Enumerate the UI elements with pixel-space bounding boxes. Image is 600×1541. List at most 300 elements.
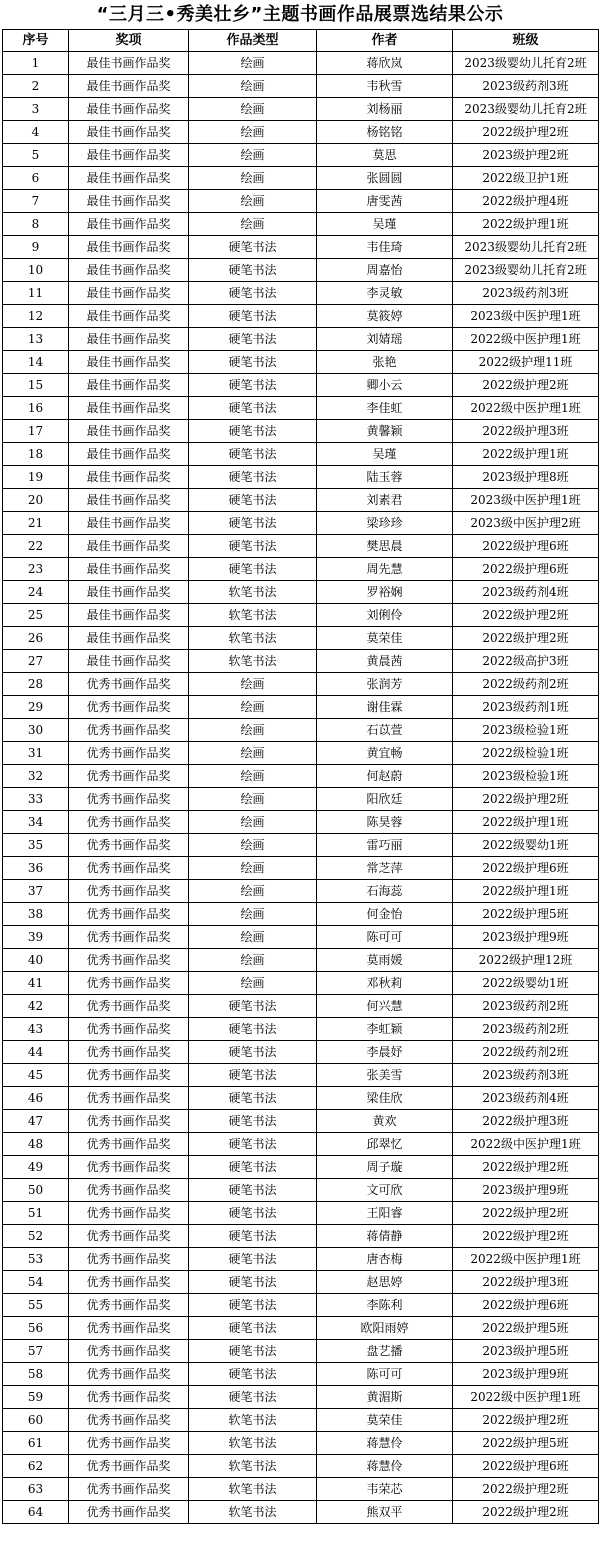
cell-award: 最佳书画作品奖 <box>69 305 189 328</box>
table-row <box>3 144 599 167</box>
cell-author: 石苡萱 <box>317 719 453 742</box>
table-row <box>3 213 599 236</box>
cell-author: 张美雪 <box>317 1064 453 1087</box>
table-row <box>3 1271 599 1294</box>
table-row <box>3 1478 599 1501</box>
cell-index: 37 <box>3 880 69 903</box>
cell-index: 40 <box>3 949 69 972</box>
cell-author: 文可欣 <box>317 1179 453 1202</box>
cell-author: 韦荣芯 <box>317 1478 453 1501</box>
cell-class: 2022级护理6班 <box>453 535 599 558</box>
cell-class: 2022级护理4班 <box>453 190 599 213</box>
cell-author: 何兴慧 <box>317 995 453 1018</box>
table-row <box>3 1340 599 1363</box>
cell-author: 黄湄斯 <box>317 1386 453 1409</box>
cell-award: 最佳书画作品奖 <box>69 351 189 374</box>
cell-author: 杨铭铭 <box>317 121 453 144</box>
cell-author: 刘杨丽 <box>317 98 453 121</box>
cell-award: 最佳书画作品奖 <box>69 558 189 581</box>
cell-index: 63 <box>3 1478 69 1501</box>
cell-class: 2022级护理1班 <box>453 443 599 466</box>
cell-work-type: 硬笔书法 <box>189 420 317 443</box>
cell-award: 优秀书画作品奖 <box>69 719 189 742</box>
cell-class: 2022级中医护理1班 <box>453 397 599 420</box>
cell-award: 最佳书画作品奖 <box>69 420 189 443</box>
cell-index: 18 <box>3 443 69 466</box>
cell-author: 莫思 <box>317 144 453 167</box>
cell-work-type: 硬笔书法 <box>189 535 317 558</box>
table-row <box>3 604 599 627</box>
table-row <box>3 535 599 558</box>
cell-index: 29 <box>3 696 69 719</box>
cell-class: 2022级护理1班 <box>453 880 599 903</box>
table-row <box>3 397 599 420</box>
cell-author: 李灵敏 <box>317 282 453 305</box>
cell-author: 卿小云 <box>317 374 453 397</box>
cell-work-type: 绘画 <box>189 880 317 903</box>
cell-author: 刘婧瑶 <box>317 328 453 351</box>
cell-index: 54 <box>3 1271 69 1294</box>
cell-author: 莫筱婷 <box>317 305 453 328</box>
table-row <box>3 305 599 328</box>
cell-class: 2022级护理6班 <box>453 1294 599 1317</box>
cell-work-type: 硬笔书法 <box>189 236 317 259</box>
cell-author: 刘素君 <box>317 489 453 512</box>
cell-index: 48 <box>3 1133 69 1156</box>
cell-author: 邱翠忆 <box>317 1133 453 1156</box>
cell-award: 优秀书画作品奖 <box>69 1179 189 1202</box>
cell-author: 李虹颖 <box>317 1018 453 1041</box>
cell-index: 8 <box>3 213 69 236</box>
cell-award: 优秀书画作品奖 <box>69 1271 189 1294</box>
cell-award: 最佳书画作品奖 <box>69 282 189 305</box>
cell-class: 2022级药剂2班 <box>453 1041 599 1064</box>
cell-award: 优秀书画作品奖 <box>69 834 189 857</box>
cell-index: 59 <box>3 1386 69 1409</box>
cell-work-type: 绘画 <box>189 765 317 788</box>
cell-work-type: 绘画 <box>189 673 317 696</box>
cell-author: 陈昊蓉 <box>317 811 453 834</box>
header-author: 作者 <box>317 30 453 52</box>
cell-author: 雷巧丽 <box>317 834 453 857</box>
table-row <box>3 719 599 742</box>
cell-author: 莫雨媛 <box>317 949 453 972</box>
table-row <box>3 1064 599 1087</box>
cell-class: 2023级婴幼儿托育2班 <box>453 259 599 282</box>
cell-author: 何赵蔚 <box>317 765 453 788</box>
cell-author: 张艳 <box>317 351 453 374</box>
cell-author: 梁珍珍 <box>317 512 453 535</box>
cell-work-type: 软笔书法 <box>189 581 317 604</box>
table-row <box>3 673 599 696</box>
cell-index: 4 <box>3 121 69 144</box>
cell-author: 张润芳 <box>317 673 453 696</box>
cell-work-type: 软笔书法 <box>189 627 317 650</box>
cell-author: 韦秋雪 <box>317 75 453 98</box>
cell-award: 优秀书画作品奖 <box>69 765 189 788</box>
table-row <box>3 75 599 98</box>
table-row <box>3 1386 599 1409</box>
table-row <box>3 972 599 995</box>
cell-class: 2022级护理3班 <box>453 1110 599 1133</box>
cell-award: 优秀书画作品奖 <box>69 926 189 949</box>
cell-author: 蒋欣岚 <box>317 52 453 75</box>
cell-class: 2022级护理12班 <box>453 949 599 972</box>
cell-author: 李陈利 <box>317 1294 453 1317</box>
cell-class: 2023级护理8班 <box>453 466 599 489</box>
cell-author: 梁佳欣 <box>317 1087 453 1110</box>
cell-award: 优秀书画作品奖 <box>69 673 189 696</box>
header-class: 班级 <box>453 30 599 52</box>
cell-award: 最佳书画作品奖 <box>69 52 189 75</box>
table-row <box>3 627 599 650</box>
cell-award: 优秀书画作品奖 <box>69 1110 189 1133</box>
cell-class: 2022级中医护理1班 <box>453 1133 599 1156</box>
cell-class: 2023级婴幼儿托育2班 <box>453 52 599 75</box>
cell-class: 2023级护理9班 <box>453 926 599 949</box>
cell-award: 最佳书画作品奖 <box>69 443 189 466</box>
cell-work-type: 硬笔书法 <box>189 305 317 328</box>
table-row <box>3 1317 599 1340</box>
cell-award: 优秀书画作品奖 <box>69 811 189 834</box>
cell-work-type: 绘画 <box>189 926 317 949</box>
cell-award: 优秀书画作品奖 <box>69 1202 189 1225</box>
cell-work-type: 绘画 <box>189 903 317 926</box>
cell-class: 2023级婴幼儿托育2班 <box>453 98 599 121</box>
cell-work-type: 硬笔书法 <box>189 1064 317 1087</box>
cell-work-type: 绘画 <box>189 788 317 811</box>
table-row <box>3 903 599 926</box>
cell-index: 31 <box>3 742 69 765</box>
cell-award: 优秀书画作品奖 <box>69 1363 189 1386</box>
table-row <box>3 420 599 443</box>
cell-work-type: 硬笔书法 <box>189 1271 317 1294</box>
cell-award: 最佳书画作品奖 <box>69 466 189 489</box>
cell-work-type: 硬笔书法 <box>189 1018 317 1041</box>
cell-author: 张圆圆 <box>317 167 453 190</box>
cell-award: 优秀书画作品奖 <box>69 1409 189 1432</box>
cell-work-type: 绘画 <box>189 811 317 834</box>
cell-award: 最佳书画作品奖 <box>69 144 189 167</box>
table-row <box>3 121 599 144</box>
table-row <box>3 788 599 811</box>
cell-index: 23 <box>3 558 69 581</box>
cell-class: 2022级护理2班 <box>453 604 599 627</box>
cell-index: 7 <box>3 190 69 213</box>
cell-work-type: 绘画 <box>189 98 317 121</box>
cell-author: 阳欣廷 <box>317 788 453 811</box>
cell-award: 最佳书画作品奖 <box>69 98 189 121</box>
cell-award: 最佳书画作品奖 <box>69 259 189 282</box>
cell-author: 李晨妤 <box>317 1041 453 1064</box>
cell-class: 2022级中医护理1班 <box>453 328 599 351</box>
cell-award: 优秀书画作品奖 <box>69 1455 189 1478</box>
cell-award: 优秀书画作品奖 <box>69 742 189 765</box>
cell-class: 2022级护理2班 <box>453 1156 599 1179</box>
cell-author: 莫荣佳 <box>317 1409 453 1432</box>
cell-award: 最佳书画作品奖 <box>69 581 189 604</box>
cell-index: 61 <box>3 1432 69 1455</box>
cell-class: 2022级中医护理1班 <box>453 1386 599 1409</box>
table-row <box>3 1455 599 1478</box>
table-row <box>3 98 599 121</box>
cell-author: 谢佳霖 <box>317 696 453 719</box>
cell-index: 22 <box>3 535 69 558</box>
table-row <box>3 52 599 75</box>
cell-award: 优秀书画作品奖 <box>69 1087 189 1110</box>
table-row <box>3 1133 599 1156</box>
cell-class: 2022级护理5班 <box>453 1432 599 1455</box>
cell-award: 优秀书画作品奖 <box>69 880 189 903</box>
cell-award: 优秀书画作品奖 <box>69 857 189 880</box>
cell-work-type: 硬笔书法 <box>189 489 317 512</box>
cell-index: 27 <box>3 650 69 673</box>
cell-award: 最佳书画作品奖 <box>69 512 189 535</box>
cell-index: 25 <box>3 604 69 627</box>
cell-index: 19 <box>3 466 69 489</box>
table-row <box>3 834 599 857</box>
cell-author: 罗裕娴 <box>317 581 453 604</box>
cell-index: 50 <box>3 1179 69 1202</box>
cell-work-type: 硬笔书法 <box>189 1225 317 1248</box>
table-row <box>3 1202 599 1225</box>
cell-index: 33 <box>3 788 69 811</box>
cell-award: 最佳书画作品奖 <box>69 535 189 558</box>
cell-class: 2022级护理2班 <box>453 1409 599 1432</box>
cell-class: 2023级护理2班 <box>453 144 599 167</box>
cell-award: 优秀书画作品奖 <box>69 1432 189 1455</box>
cell-award: 最佳书画作品奖 <box>69 397 189 420</box>
table-row <box>3 1018 599 1041</box>
table-row <box>3 1225 599 1248</box>
cell-award: 优秀书画作品奖 <box>69 1133 189 1156</box>
cell-author: 黄宜畅 <box>317 742 453 765</box>
cell-work-type: 绘画 <box>189 742 317 765</box>
cell-work-type: 绘画 <box>189 52 317 75</box>
cell-award: 优秀书画作品奖 <box>69 972 189 995</box>
table-row <box>3 351 599 374</box>
table-row <box>3 650 599 673</box>
cell-class: 2022级护理2班 <box>453 374 599 397</box>
cell-index: 2 <box>3 75 69 98</box>
cell-index: 16 <box>3 397 69 420</box>
cell-class: 2022级检验1班 <box>453 742 599 765</box>
page-title: “三月三•秀美壮乡”主题书画作品展票选结果公示 <box>96 4 504 25</box>
cell-index: 51 <box>3 1202 69 1225</box>
table-row <box>3 581 599 604</box>
cell-class: 2022级护理3班 <box>453 420 599 443</box>
cell-class: 2022级婴幼1班 <box>453 972 599 995</box>
cell-class: 2022级护理11班 <box>453 351 599 374</box>
cell-work-type: 绘画 <box>189 190 317 213</box>
cell-index: 17 <box>3 420 69 443</box>
cell-class: 2022级护理2班 <box>453 1478 599 1501</box>
cell-work-type: 硬笔书法 <box>189 1133 317 1156</box>
cell-class: 2022级护理5班 <box>453 1317 599 1340</box>
table-row <box>3 995 599 1018</box>
cell-work-type: 绘画 <box>189 213 317 236</box>
cell-index: 9 <box>3 236 69 259</box>
cell-index: 45 <box>3 1064 69 1087</box>
cell-work-type: 绘画 <box>189 949 317 972</box>
cell-work-type: 硬笔书法 <box>189 259 317 282</box>
cell-index: 60 <box>3 1409 69 1432</box>
cell-class: 2022级护理6班 <box>453 558 599 581</box>
table-row <box>3 328 599 351</box>
cell-award: 优秀书画作品奖 <box>69 903 189 926</box>
cell-index: 1 <box>3 52 69 75</box>
cell-work-type: 硬笔书法 <box>189 1202 317 1225</box>
cell-author: 唐雯茜 <box>317 190 453 213</box>
cell-class: 2023级婴幼儿托育2班 <box>453 236 599 259</box>
cell-class: 2023级药剂1班 <box>453 696 599 719</box>
cell-class: 2022级婴幼1班 <box>453 834 599 857</box>
cell-index: 10 <box>3 259 69 282</box>
cell-author: 王阳睿 <box>317 1202 453 1225</box>
cell-class: 2023级药剂3班 <box>453 282 599 305</box>
cell-award: 最佳书画作品奖 <box>69 627 189 650</box>
cell-index: 3 <box>3 98 69 121</box>
cell-work-type: 硬笔书法 <box>189 1294 317 1317</box>
cell-author: 邓秋莉 <box>317 972 453 995</box>
cell-work-type: 硬笔书法 <box>189 1340 317 1363</box>
cell-index: 49 <box>3 1156 69 1179</box>
cell-class: 2022级护理2班 <box>453 121 599 144</box>
cell-index: 55 <box>3 1294 69 1317</box>
cell-award: 优秀书画作品奖 <box>69 1156 189 1179</box>
cell-author: 吴瑾 <box>317 213 453 236</box>
table-row <box>3 558 599 581</box>
cell-work-type: 硬笔书法 <box>189 1363 317 1386</box>
table-row <box>3 466 599 489</box>
cell-index: 34 <box>3 811 69 834</box>
table-row <box>3 190 599 213</box>
cell-work-type: 硬笔书法 <box>189 282 317 305</box>
cell-author: 周先慧 <box>317 558 453 581</box>
cell-class: 2023级中医护理1班 <box>453 489 599 512</box>
header-index: 序号 <box>3 30 69 52</box>
cell-award: 最佳书画作品奖 <box>69 236 189 259</box>
cell-award: 优秀书画作品奖 <box>69 788 189 811</box>
cell-class: 2023级药剂4班 <box>453 581 599 604</box>
table-row <box>3 880 599 903</box>
cell-class: 2022级护理5班 <box>453 903 599 926</box>
cell-class: 2022级护理6班 <box>453 857 599 880</box>
cell-award: 最佳书画作品奖 <box>69 374 189 397</box>
cell-index: 39 <box>3 926 69 949</box>
header-award: 奖项 <box>69 30 189 52</box>
table-row <box>3 857 599 880</box>
cell-class: 2022级护理2班 <box>453 1202 599 1225</box>
cell-class: 2022级护理2班 <box>453 1225 599 1248</box>
cell-index: 62 <box>3 1455 69 1478</box>
cell-index: 57 <box>3 1340 69 1363</box>
cell-author: 何金怡 <box>317 903 453 926</box>
table-row <box>3 1432 599 1455</box>
cell-index: 43 <box>3 1018 69 1041</box>
table-row <box>3 1087 599 1110</box>
cell-award: 优秀书画作品奖 <box>69 1018 189 1041</box>
cell-index: 44 <box>3 1041 69 1064</box>
cell-class: 2022级卫护1班 <box>453 167 599 190</box>
cell-class: 2022级高护3班 <box>453 650 599 673</box>
cell-author: 常芝萍 <box>317 857 453 880</box>
cell-award: 优秀书画作品奖 <box>69 1386 189 1409</box>
cell-award: 最佳书画作品奖 <box>69 75 189 98</box>
cell-work-type: 软笔书法 <box>189 1409 317 1432</box>
cell-work-type: 硬笔书法 <box>189 1179 317 1202</box>
cell-index: 14 <box>3 351 69 374</box>
cell-author: 盘艺播 <box>317 1340 453 1363</box>
cell-award: 最佳书画作品奖 <box>69 167 189 190</box>
table-row <box>3 1363 599 1386</box>
cell-class: 2023级药剂2班 <box>453 1018 599 1041</box>
cell-work-type: 硬笔书法 <box>189 558 317 581</box>
cell-index: 42 <box>3 995 69 1018</box>
cell-author: 陈可可 <box>317 1363 453 1386</box>
cell-index: 36 <box>3 857 69 880</box>
table-row <box>3 259 599 282</box>
cell-award: 最佳书画作品奖 <box>69 190 189 213</box>
cell-index: 38 <box>3 903 69 926</box>
cell-author: 陈可可 <box>317 926 453 949</box>
cell-class: 2022级中医护理1班 <box>453 1248 599 1271</box>
cell-author: 韦佳琦 <box>317 236 453 259</box>
cell-index: 52 <box>3 1225 69 1248</box>
cell-class: 2023级药剂2班 <box>453 995 599 1018</box>
cell-author: 李佳虹 <box>317 397 453 420</box>
cell-work-type: 硬笔书法 <box>189 1156 317 1179</box>
cell-author: 熊双平 <box>317 1501 453 1524</box>
cell-award: 优秀书画作品奖 <box>69 949 189 972</box>
cell-author: 黄晨茜 <box>317 650 453 673</box>
cell-index: 32 <box>3 765 69 788</box>
cell-work-type: 绘画 <box>189 144 317 167</box>
cell-work-type: 硬笔书法 <box>189 351 317 374</box>
table-row <box>3 1501 599 1524</box>
table-row <box>3 489 599 512</box>
cell-index: 15 <box>3 374 69 397</box>
cell-work-type: 硬笔书法 <box>189 328 317 351</box>
cell-author: 樊思晨 <box>317 535 453 558</box>
cell-class: 2022级护理2班 <box>453 1501 599 1524</box>
cell-work-type: 绘画 <box>189 167 317 190</box>
cell-work-type: 绘画 <box>189 857 317 880</box>
cell-award: 优秀书画作品奖 <box>69 1064 189 1087</box>
cell-index: 21 <box>3 512 69 535</box>
cell-award: 最佳书画作品奖 <box>69 489 189 512</box>
cell-index: 12 <box>3 305 69 328</box>
cell-index: 58 <box>3 1363 69 1386</box>
table-row <box>3 1179 599 1202</box>
cell-author: 刘俐伶 <box>317 604 453 627</box>
cell-work-type: 软笔书法 <box>189 1455 317 1478</box>
cell-work-type: 绘画 <box>189 972 317 995</box>
cell-index: 13 <box>3 328 69 351</box>
table-row <box>3 1294 599 1317</box>
cell-index: 41 <box>3 972 69 995</box>
cell-work-type: 绘画 <box>189 834 317 857</box>
table-row <box>3 1409 599 1432</box>
cell-work-type: 绘画 <box>189 75 317 98</box>
cell-author: 黄馨颖 <box>317 420 453 443</box>
table-row <box>3 374 599 397</box>
cell-work-type: 硬笔书法 <box>189 1110 317 1133</box>
cell-work-type: 软笔书法 <box>189 650 317 673</box>
table-row <box>3 765 599 788</box>
cell-work-type: 绘画 <box>189 719 317 742</box>
cell-award: 优秀书画作品奖 <box>69 1041 189 1064</box>
